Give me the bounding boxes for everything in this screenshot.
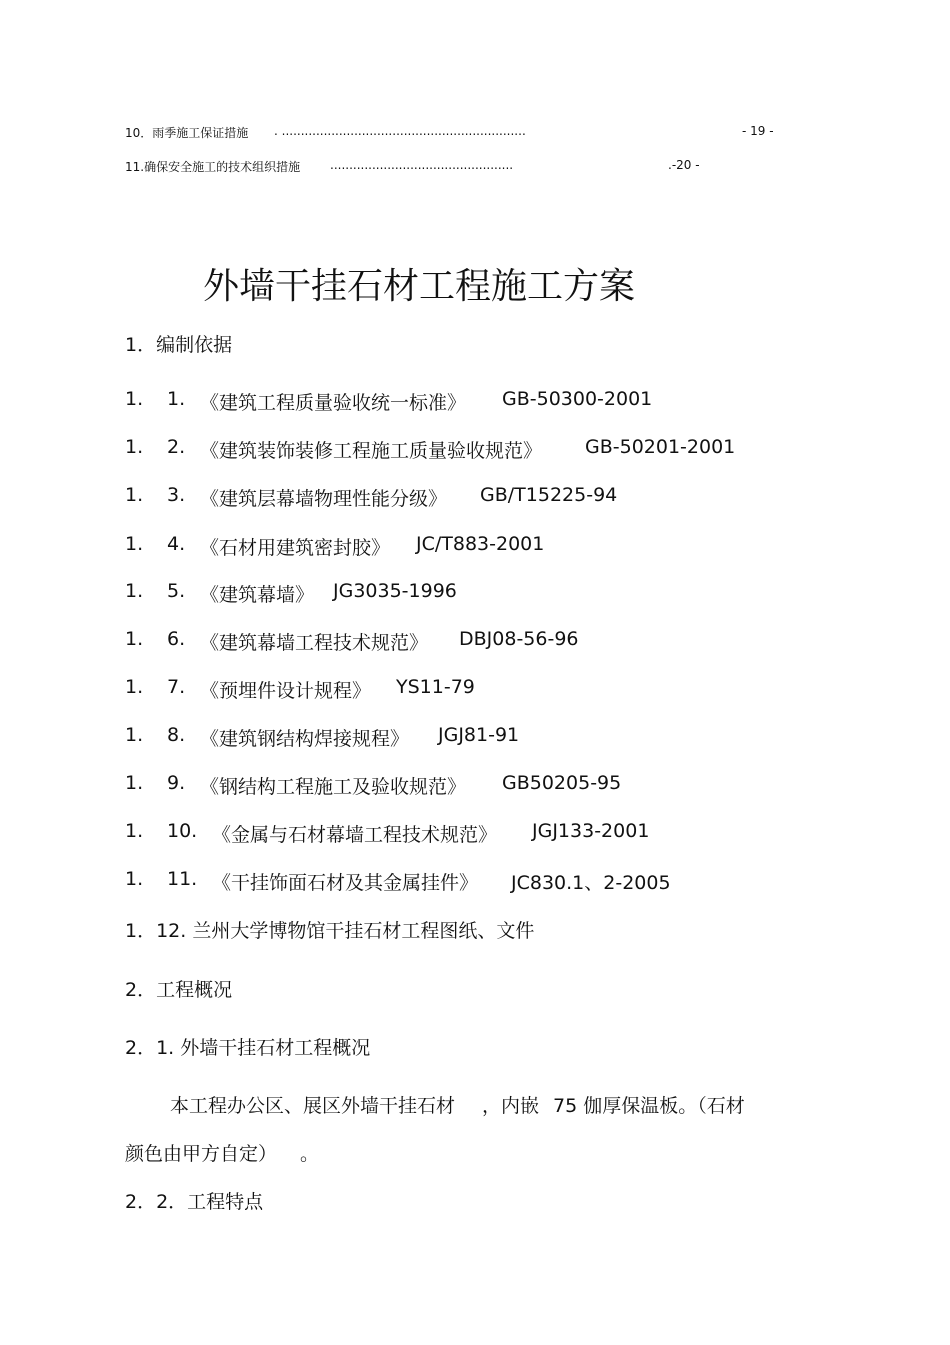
reference-name: 《建筑工程质量验收统一标准》: [200, 392, 467, 414]
reference-code: JC830.1、2-2005: [511, 872, 671, 894]
reference-num: 1.: [167, 388, 186, 410]
reference-code: GB50205-95: [502, 772, 622, 794]
reference-name: 《建筑钢结构焊接规程》: [200, 728, 410, 750]
reference-name: 《建筑幕墙工程技术规范》: [200, 632, 429, 654]
reference-item: 1．12. 兰州大学博物馆干挂石材工程图纸、文件: [125, 920, 535, 942]
toc-page-number: .-20 -: [668, 158, 700, 172]
reference-num: 1.: [125, 388, 144, 410]
reference-code: GB/T15225-94: [480, 484, 618, 506]
reference-code: JGJ133-2001: [532, 820, 650, 842]
section-heading: 2．工程概况: [125, 979, 233, 1001]
subsection-heading: 2．1. 外墙干挂石材工程概况: [125, 1037, 371, 1059]
reference-name: 《金属与石材幕墙工程技术规范》: [212, 824, 498, 846]
reference-code: GB-50300-2001: [502, 388, 653, 410]
reference-num: 9.: [167, 772, 186, 794]
reference-code: JGJ81-91: [438, 724, 520, 746]
reference-name: 《建筑幕墙》: [200, 584, 315, 606]
toc-leader-dots: . ................................................................: [274, 124, 526, 138]
reference-num: 5.: [167, 580, 186, 602]
reference-num: 6.: [167, 628, 186, 650]
paragraph-text: 本工程办公区、展区外墙干挂石材: [170, 1095, 456, 1117]
reference-code: JC/T883-2001: [416, 533, 545, 555]
reference-num: 1.: [125, 724, 144, 746]
reference-num: 2.: [167, 436, 186, 458]
reference-num: 1.: [125, 820, 144, 842]
reference-num: 10.: [167, 820, 198, 842]
reference-num: 11.: [167, 868, 198, 890]
toc-page-number: - 19 -: [742, 124, 774, 138]
reference-name: 《石材用建筑密封胶》: [200, 537, 391, 559]
toc-item-label: 11.确保安全施工的技术组织措施: [125, 160, 301, 174]
reference-code: GB-50201-2001: [585, 436, 736, 458]
reference-num: 1.: [125, 628, 144, 650]
document-title: 外墙干挂石材工程施工方案: [203, 266, 636, 307]
toc-leader-dots: ................................................: [330, 158, 514, 172]
reference-code: YS11-79: [396, 676, 475, 698]
reference-name: 《建筑层幕墙物理性能分级》: [200, 488, 448, 510]
paragraph-text: ，内嵌: [482, 1095, 540, 1117]
reference-num: 1.: [125, 580, 144, 602]
reference-code: JG3035-1996: [333, 580, 457, 602]
reference-num: 7.: [167, 676, 186, 698]
reference-num: 1.: [125, 676, 144, 698]
reference-name: 《预埋件设计规程》: [200, 680, 372, 702]
reference-num: 8.: [167, 724, 186, 746]
paragraph-text: 。: [300, 1143, 320, 1165]
reference-num: 3.: [167, 484, 186, 506]
toc-item-label: 10．雨季施工保证措施: [125, 126, 249, 140]
section-heading: 1．编制依据: [125, 334, 233, 356]
reference-code: DBJ08-56-96: [459, 628, 579, 650]
reference-num: 1.: [125, 436, 144, 458]
reference-num: 4.: [167, 533, 186, 555]
paragraph-text: 颜色由甲方自定）: [125, 1143, 278, 1165]
reference-num: 1.: [125, 772, 144, 794]
paragraph-text: 75 伽厚保温板。（石材: [553, 1095, 745, 1117]
reference-name: 《建筑装饰装修工程施工质量验收规范》: [200, 440, 543, 462]
reference-name: 《钢结构工程施工及验收规范》: [200, 776, 467, 798]
reference-num: 1.: [125, 868, 144, 890]
reference-num: 1.: [125, 533, 144, 555]
reference-name: 《干挂饰面石材及其金属挂件》: [212, 872, 479, 894]
subsection-heading: 2．2．工程特点: [125, 1191, 264, 1213]
reference-num: 1.: [125, 484, 144, 506]
